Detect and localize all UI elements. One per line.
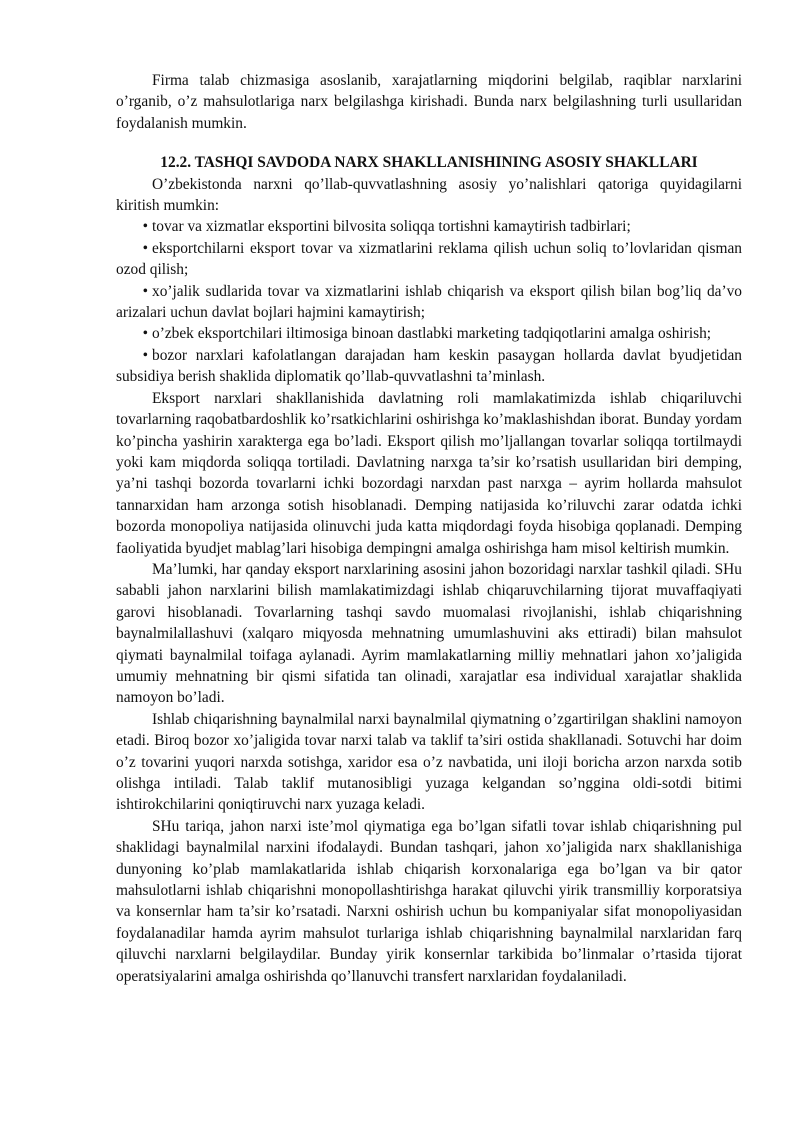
- bullet-item: [116, 238, 742, 281]
- paragraph-transfer: SHu tariqa, jahon narxi iste’mol qiymatiga ega bo’lgan sifatli tovar ishlab chiqarishning pul shaklidagi baynalmilal narxini ifodalaydi. Bundan tashqari, jahon xo’jaligida narx shakllanishiga dunyoning ko’plab mamlakatlarida ishlab chiqarish korxonalariga ega bo’lgan va bir qator mahsulotlarni ishlab chiqarishni monopollashtirishga harakat qiluvchi yirik transmilliy korporatsiya va konsernlar ham ta’sir ko’rsatadi. Narxni oshirish uchun bu kompaniyalar sifat monopoliyasidan foydalanadilar hamda ayrim mahsulot turlariga ishlab chiqarishning baynalmilal narxlaridan farq qiluvchi narxlarni belgilaydilar. Bunday yirik konsernlar tarkibida bo’linmalar o’rtasida tijorat operatsiyalarini amalga oshirishda qo’llanuvchi transfert narxlaridan foydalaniladi.: [116, 817, 742, 985]
- bullet-icon: •: [142, 282, 148, 300]
- bullet-item: [116, 281, 742, 324]
- paragraph-dumping: Eksport narxlari shakllanishida davlatning roli mamlakatimizda ishlab chiqariluvchi tovarlarning raqobatbardoshlik ko’rsatkichlarini oshirishga ko’maklashishdan iborat. Bunday yordam ko’pincha yashirin xarakterga ega bo’ladi. Eksport qilish mo’ljallangan tovarlar soliqqa tortilmaydi yoki kam miqdorda soliqqa tortiladi. Davlatning narxga ta’sir ko’rsatish usullaridan biri demping, ya’ni tashqi bozorda tovarlarni ichki bozordagi narxdan past narxga – ayrim hollarda mahsulot tannarxidan ham arzonga sotish hisoblanadi. Demping natijasida ko’riluvchi zarar odatda ichki bozorda monopoliya natijasida olinuvchi juda katta miqdordagi foyda hisobiga qoplanadi. Demping faoliyatida byudjet mablag’lari hisobiga dempingni amalga oshirishga ham misol keltirish mumkin.: [116, 389, 742, 557]
- bullet-item: [116, 216, 742, 237]
- bullet-item: [116, 345, 742, 388]
- bullet-text: tovar va xizmatlar eksportini bilvosita soliqqa tortishni kamaytirish tadbirlari;: [152, 218, 631, 236]
- bullet-icon: •: [142, 325, 148, 343]
- paragraph-intro: Firma talab chizmasiga asoslanib, xarajatlarning miqdorini belgilab, raqiblar narxlarini o’rganib, o’z mahsulotlariga narx belgilashga kirishadi. Bunda narx belgilashning turli usullaridan foydalanish mumkin.: [116, 72, 742, 132]
- bullet-text: eksportchilarni eksport tovar va xizmatlarini reklama qilish uchun soliq to’lovlaridan qisman ozod qilish;: [116, 239, 742, 279]
- paragraph-intl-price: Ishlab chiqarishning baynalmilal narxi baynalmilal qiymatning o’zgartirilgan shaklini namoyon etadi. Biroq bozor xo’jaligida tovar narxi talab va taklif ta’siri ostida shakllanadi. Sotuvchi har doim o’z tovarini yuqori narxda sotishga, xaridor esa o’z navbatida, uni iloji boricha arzon narxda sotib olishga intiladi. Talab taklif mutanosibligi yuzaga kelgandan so’nggina oldi-sotdi bitimi ishtirokchilarini qoniqtiruvchi narx yuzaga keladi.: [116, 710, 742, 814]
- section-heading: 12.2. TASHQI SAVDODA NARX SHAKLLANISHINING ASOSIY SHAKLLARI: [160, 154, 698, 172]
- bullet-text: bozor narxlari kafolatlangan darajadan ham keskin pasaygan hollarda davlat byudjetidan subsidiya berish shaklida diplomatik qo’llab-quvvatlashni ta’minlash.: [116, 346, 742, 386]
- bullet-icon: •: [142, 346, 148, 364]
- bullet-item: [116, 323, 742, 344]
- paragraph-world-prices: Ma’lumki, har qanday eksport narxlarining asosini jahon bozoridagi narxlar tashkil qiladi. SHu sababli jahon narxlarini bilish mamlakatimizdagi ishlab chiqaruvchilarning tijorat muvaffaqiyati garovi hisoblanadi. Tovarlarning tashqi savdo muomalasi rivojlanishi, ishlab chiqarishning baynalmilallashuvi (xalqaro miqyosda mehnatning umumlashuvini aks ettiradi) bilan mahsulot qiymati baynalmilal toifaga aylanadi. Ayrim mamlakatlarning milliy mehnatlari jahon xo’jaligida umumiy mehnatning bir qismi sifatida tan olinadi, xarajatlar esa individual xarajatlar shaklida namoyon bo’ladi.: [116, 560, 742, 707]
- bullet-text: xo’jalik sudlarida tovar va xizmatlarini ishlab chiqarish va eksport qilish bilan bog’liq da’vo arizalari uchun davlat bojlari hajmini kamaytirish;: [116, 282, 742, 322]
- bullet-icon: •: [142, 218, 148, 236]
- bullet-icon: •: [142, 239, 148, 257]
- paragraph-support: O’zbekistonda narxni qo’llab-quvvatlashning asosiy yo’nalishlari qatoriga quyidagilarni kiritish mumkin:: [116, 175, 742, 215]
- bullet-text: o’zbek eksportchilari iltimosiga binoan dastlabki marketing tadqiqotlarini amalga oshirish;: [152, 325, 712, 343]
- document-page: [116, 70, 742, 987]
